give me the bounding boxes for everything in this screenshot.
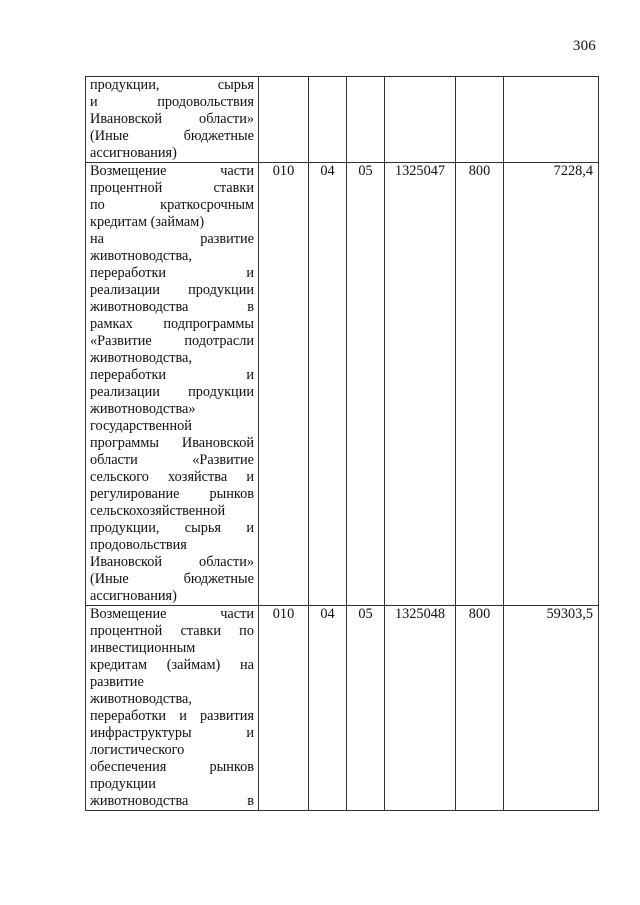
description-line: государственной bbox=[90, 418, 192, 434]
description-line: животноводства» bbox=[90, 401, 196, 417]
description-line: ассигнования) bbox=[90, 145, 177, 161]
item-code-cell: 05 bbox=[347, 606, 385, 811]
table-row bbox=[86, 606, 599, 811]
section-code-cell bbox=[259, 77, 309, 163]
description-line: переработки и bbox=[90, 265, 254, 281]
description-line: (Иные бюджетные bbox=[90, 571, 254, 587]
description-line: реализации продукции bbox=[90, 282, 254, 298]
description-line: кредитам (займам) на bbox=[90, 657, 254, 673]
target-article-cell: 1325048 bbox=[385, 606, 456, 811]
description-line: Возмещение части bbox=[90, 606, 254, 622]
description-line: на развитие bbox=[90, 231, 254, 247]
item-code-cell bbox=[347, 77, 385, 163]
description-line: продукции, сырья bbox=[90, 77, 254, 93]
description-line: животноводства, bbox=[90, 691, 192, 707]
description-line: сельскохозяйственной bbox=[90, 503, 226, 519]
description-cell bbox=[86, 606, 259, 811]
target-article-cell: 1325047 bbox=[385, 163, 456, 606]
description-line: реализации продукции bbox=[90, 384, 254, 400]
description-line: переработки и развития bbox=[90, 708, 254, 724]
item-code-cell: 05 bbox=[347, 163, 385, 606]
description-line: животноводства в bbox=[90, 299, 254, 315]
page-number: 306 bbox=[572, 38, 596, 54]
expense-type-cell: 800 bbox=[456, 163, 504, 606]
table-row bbox=[86, 163, 599, 606]
description-line: инвестиционным bbox=[90, 640, 196, 656]
description-line: развитие bbox=[90, 674, 144, 690]
description-line: кредитам (займам) bbox=[90, 214, 205, 230]
description-line: инфраструктуры и bbox=[90, 725, 254, 741]
description-cell bbox=[86, 77, 259, 163]
description-line: обеспечения рынков bbox=[90, 759, 254, 775]
expense-type-cell: 800 bbox=[456, 606, 504, 811]
description-line: регулирование рынков bbox=[90, 486, 254, 502]
description-line: рамках подпрограммы bbox=[90, 316, 254, 332]
description-line: по краткосрочным bbox=[90, 197, 254, 213]
amount-cell: 7228,4 bbox=[504, 163, 599, 606]
budget-table bbox=[85, 76, 599, 811]
subsection-code-cell: 04 bbox=[309, 163, 347, 606]
description-line: (Иные бюджетные bbox=[90, 128, 254, 144]
amount-cell: 59303,5 bbox=[504, 606, 599, 811]
description-line: Возмещение части bbox=[90, 163, 254, 179]
description-line: ассигнования) bbox=[90, 588, 177, 604]
table-row bbox=[86, 77, 599, 163]
description-line: животноводства в bbox=[90, 793, 254, 809]
description-line: животноводства, bbox=[90, 248, 192, 264]
description-line: сельского хозяйства и bbox=[90, 469, 254, 485]
description-line: продовольствия bbox=[90, 537, 187, 553]
description-line: логистического bbox=[90, 742, 185, 758]
description-line: процентной ставки по bbox=[90, 623, 254, 639]
description-line: области «Развитие bbox=[90, 452, 254, 468]
section-code-cell: 010 bbox=[259, 163, 309, 606]
description-cell bbox=[86, 163, 259, 606]
expense-type-cell bbox=[456, 77, 504, 163]
description-line: переработки и bbox=[90, 367, 254, 383]
description-line: продукции bbox=[90, 776, 156, 792]
section-code-cell: 010 bbox=[259, 606, 309, 811]
amount-cell bbox=[504, 77, 599, 163]
description-line: программы Ивановской bbox=[90, 435, 254, 451]
description-line: Ивановской области» bbox=[90, 111, 254, 127]
description-line: Ивановской области» bbox=[90, 554, 254, 570]
subsection-code-cell bbox=[309, 77, 347, 163]
subsection-code-cell: 04 bbox=[309, 606, 347, 811]
description-line: процентной ставки bbox=[90, 180, 254, 196]
description-line: продукции, сырья и bbox=[90, 520, 254, 536]
description-line: и продовольствия bbox=[90, 94, 254, 110]
description-line: животноводства, bbox=[90, 350, 192, 366]
description-line: «Развитие подотрасли bbox=[90, 333, 254, 349]
target-article-cell bbox=[385, 77, 456, 163]
